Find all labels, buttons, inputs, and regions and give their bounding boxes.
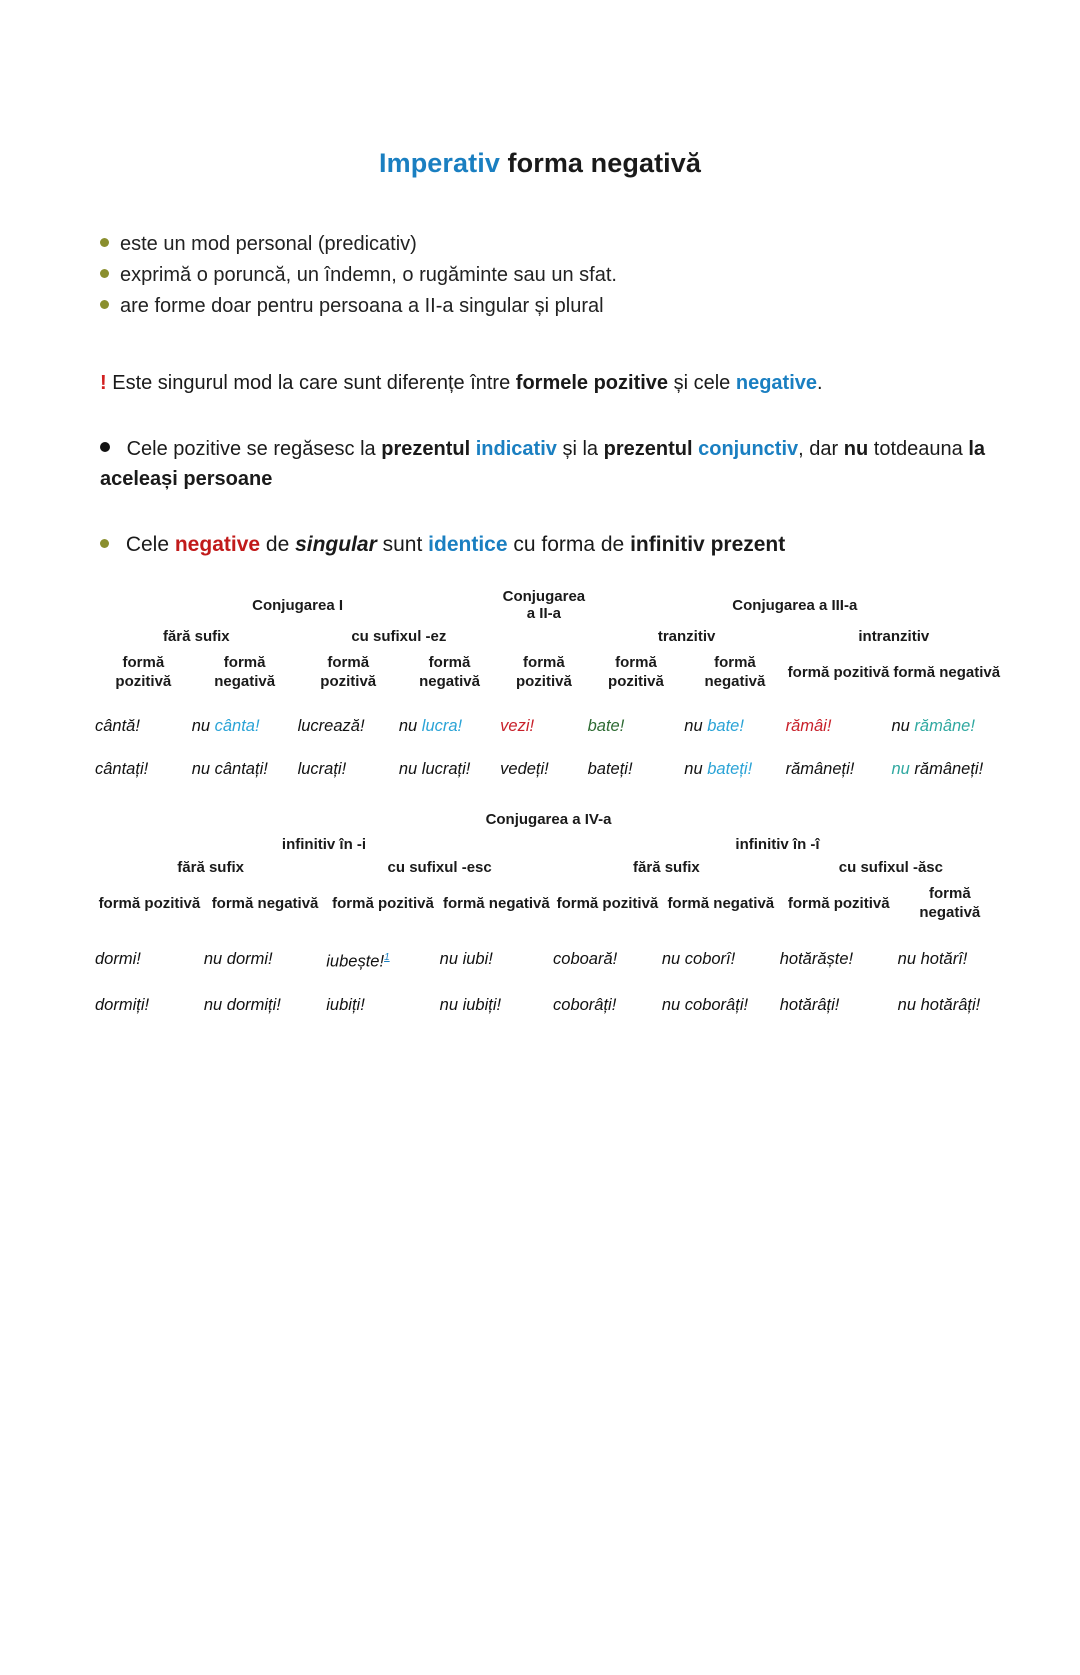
cell-bateti-pos: bateți! bbox=[587, 760, 633, 778]
cell-hotari-neg: nu hotărî! bbox=[897, 950, 968, 969]
col-header: formă pozitivă bbox=[787, 894, 890, 912]
cell-prefix: nu bbox=[891, 760, 915, 778]
cell-canta-pos: cântă! bbox=[95, 717, 140, 735]
cell-bate-neg bbox=[684, 705, 785, 748]
neg-text-3: sunt bbox=[376, 533, 429, 556]
list-item bbox=[100, 260, 1080, 291]
neg-italic-1: singular bbox=[295, 533, 377, 556]
pos-text-2: și la bbox=[556, 438, 604, 460]
subgroup-cu-sufixul-esc: cu sufixul -esc bbox=[387, 859, 492, 876]
pos-text-4: totdeauna bbox=[868, 438, 969, 460]
group-header-conj-2: Conjugarea a II-a bbox=[502, 588, 586, 622]
col-header: formă negativă bbox=[667, 894, 775, 912]
subgroup-fara-sufix: fără sufix bbox=[162, 628, 230, 645]
neg-text-4: cu forma de bbox=[507, 533, 631, 556]
subgroup-intranzitiv: intranzitiv bbox=[858, 628, 930, 645]
bullet-text: este un mod personal (predicativ) bbox=[120, 233, 417, 255]
note-paragraph bbox=[100, 368, 985, 398]
cell-text: iubește! bbox=[326, 952, 385, 971]
col-header: formă pozitivă bbox=[320, 654, 377, 690]
note-text-3: . bbox=[817, 372, 823, 394]
pos-bold-2: prezentul bbox=[603, 438, 699, 460]
subgroup-spacer bbox=[500, 628, 587, 653]
note-text-1: Este singurul mod la care sunt diferențe între bbox=[106, 372, 516, 394]
cell-coborati-neg: nu coborâți! bbox=[661, 995, 749, 1014]
cell-dormi-neg: nu dormi! bbox=[203, 950, 273, 969]
cell-hotaraste-pos: hotărăște! bbox=[779, 950, 854, 969]
group-header-infinitiv-i: infinitiv în -i bbox=[281, 836, 367, 853]
note-bold-negative: negative bbox=[735, 372, 818, 394]
table-row-subgroup-header bbox=[95, 628, 1002, 653]
group-header-conj-3: Conjugarea a III-a bbox=[732, 596, 858, 614]
cell-hotarati-neg: nu hotărâți! bbox=[897, 995, 981, 1014]
cell-bateti-neg bbox=[684, 748, 785, 791]
conjugation-table-2-wrapper bbox=[0, 809, 1080, 1027]
list-item bbox=[100, 229, 1080, 260]
col-header: formă pozitivă bbox=[608, 654, 664, 690]
cell-iubeste-pos bbox=[326, 936, 439, 984]
pos-bold-3: nu bbox=[843, 438, 869, 460]
col-header: formă pozitivă bbox=[115, 654, 172, 690]
subgroup-tranzitiv: tranzitiv bbox=[657, 628, 716, 645]
col-header: formă pozitivă bbox=[515, 654, 572, 690]
cell-coborati-pos: coborâți! bbox=[553, 995, 617, 1014]
bullet-list bbox=[100, 229, 1080, 322]
cell-prefix: nu bbox=[891, 717, 915, 735]
table-2-title: Conjugarea a IV-a bbox=[485, 811, 612, 828]
table-row bbox=[95, 748, 1002, 791]
cell-lucra-neg bbox=[399, 705, 500, 748]
col-header: formă negativă bbox=[442, 894, 550, 912]
bullet-dot-icon bbox=[100, 238, 109, 247]
table-row bbox=[95, 984, 1002, 1027]
note-text-2: și cele bbox=[668, 372, 736, 394]
cell-main: cânta! bbox=[214, 717, 260, 735]
bullet-dot-icon bbox=[100, 300, 109, 309]
bullet-dot-icon bbox=[100, 442, 110, 452]
conjugation-table-2 bbox=[95, 809, 1002, 1027]
cell-dormi-pos: dormi! bbox=[95, 950, 141, 969]
page-title-accent: Imperativ bbox=[378, 148, 500, 178]
cell-hotarati-pos: hotărâți! bbox=[779, 995, 840, 1014]
list-item bbox=[100, 291, 1080, 322]
cell-main: rămâne! bbox=[914, 717, 975, 735]
table-row bbox=[95, 936, 1002, 984]
cell-main: rămâneți! bbox=[914, 760, 984, 778]
cell-iubiti-pos: iubiți! bbox=[326, 995, 365, 1014]
cell-vezi-pos: vezi! bbox=[500, 717, 535, 735]
note-bold-1: formele pozitive bbox=[515, 372, 669, 394]
conjugation-table-1 bbox=[95, 586, 1002, 791]
table-row-subgroup-header bbox=[95, 859, 1002, 884]
col-header: formă negativă bbox=[704, 654, 766, 690]
cell-iubiti-neg: nu iubiți! bbox=[439, 995, 502, 1014]
col-header: formă pozitivă bbox=[556, 894, 659, 912]
col-header: formă negativă bbox=[419, 654, 480, 690]
col-header: formă negativă bbox=[214, 654, 276, 690]
cell-iubi-neg: nu iubi! bbox=[439, 950, 493, 969]
neg-red-1: negative bbox=[174, 533, 261, 556]
cell-prefix: nu bbox=[684, 760, 708, 778]
cell-main: bate! bbox=[707, 717, 744, 735]
cell-ramaneti-pos: rămâneți! bbox=[785, 760, 855, 778]
neg-blue-1: identice bbox=[428, 533, 508, 556]
cell-dormiti-pos: dormiți! bbox=[95, 995, 150, 1014]
cell-cantati-neg: nu cântați! bbox=[191, 760, 268, 778]
cell-lucra-pos: lucrează! bbox=[297, 717, 365, 735]
subgroup-cu-sufixul-ez: cu sufixul -ez bbox=[351, 628, 447, 645]
cell-main: lucra! bbox=[421, 717, 463, 735]
cell-prefix: nu bbox=[191, 717, 215, 735]
cell-bate-pos: bate! bbox=[587, 717, 625, 735]
negative-forms-paragraph bbox=[100, 530, 985, 560]
table-row-title bbox=[95, 809, 1002, 834]
cell-ramane-neg bbox=[891, 705, 1002, 748]
cell-prefix: nu bbox=[684, 717, 708, 735]
col-header: formă negativă bbox=[893, 663, 1001, 681]
bullet-dot-icon bbox=[100, 539, 109, 548]
col-header: formă negativă bbox=[919, 885, 981, 921]
neg-text-2: de bbox=[260, 533, 296, 556]
bullet-text: are forme doar pentru persoana a II-a singular și plural bbox=[120, 295, 604, 317]
neg-bold-1: infinitiv prezent bbox=[630, 533, 786, 556]
cell-lucrati-pos: lucrați! bbox=[297, 760, 347, 778]
footnote-marker[interactable]: 1 bbox=[384, 952, 390, 963]
bullet-dot-icon bbox=[100, 269, 109, 278]
cell-lucrati-neg: nu lucrați! bbox=[398, 760, 471, 778]
table-row-group-header bbox=[95, 586, 1002, 628]
col-header: formă pozitivă bbox=[98, 894, 201, 912]
cell-main: bateți! bbox=[707, 760, 753, 778]
pos-bold-4: la aceleași persoane bbox=[100, 438, 986, 490]
page-title-rest: forma negativă bbox=[499, 148, 701, 178]
conjugation-table-1-wrapper bbox=[0, 586, 1080, 791]
positive-forms-paragraph bbox=[100, 434, 985, 494]
table-row-column-header bbox=[95, 653, 1002, 705]
table-row bbox=[95, 705, 1002, 748]
col-header: formă negativă bbox=[211, 894, 319, 912]
col-header: formă pozitivă bbox=[332, 894, 434, 912]
cell-cantati-pos: cântați! bbox=[95, 760, 149, 778]
group-header-infinitiv-i-circumflex: infinitiv în -î bbox=[735, 836, 820, 853]
pos-text-1: Cele pozitive se regăsesc la bbox=[121, 438, 382, 460]
pos-bold-1: prezentul bbox=[381, 438, 476, 460]
table-row-group-header bbox=[95, 834, 1002, 859]
page bbox=[0, 148, 1080, 1675]
neg-text-1: Cele bbox=[120, 533, 175, 556]
cell-dormiti-neg: nu dormiți! bbox=[203, 995, 281, 1014]
pos-blue-2: conjunctiv bbox=[698, 438, 799, 460]
cell-cobori-neg: nu coborî! bbox=[661, 950, 736, 969]
table-row-column-header bbox=[95, 884, 1002, 936]
subgroup-fara-sufix-2: fără sufix bbox=[633, 859, 700, 876]
group-header-conj-1: Conjugarea I bbox=[252, 596, 343, 614]
cell-ramaneti-neg bbox=[891, 748, 1002, 791]
pos-text-3: , dar bbox=[798, 438, 844, 460]
cell-vedeti-pos: vedeți! bbox=[500, 760, 549, 778]
cell-canta-neg bbox=[192, 705, 298, 748]
cell-coboara-pos: coboară! bbox=[553, 950, 618, 969]
bullet-text: exprimă o poruncă, un îndemn, o rugăminte sau un sfat. bbox=[120, 264, 617, 286]
page-title bbox=[0, 148, 1080, 179]
subgroup-cu-sufixul-asc: cu sufixul -ăsc bbox=[838, 859, 943, 876]
pos-blue-1: indicativ bbox=[475, 438, 557, 460]
exclamation-mark: ! bbox=[100, 372, 107, 394]
cell-prefix: nu bbox=[398, 717, 422, 735]
subgroup-fara-sufix-1: fără sufix bbox=[177, 859, 244, 876]
col-header: formă pozitivă bbox=[787, 663, 890, 681]
cell-ramai-pos: rămâi! bbox=[785, 717, 832, 735]
